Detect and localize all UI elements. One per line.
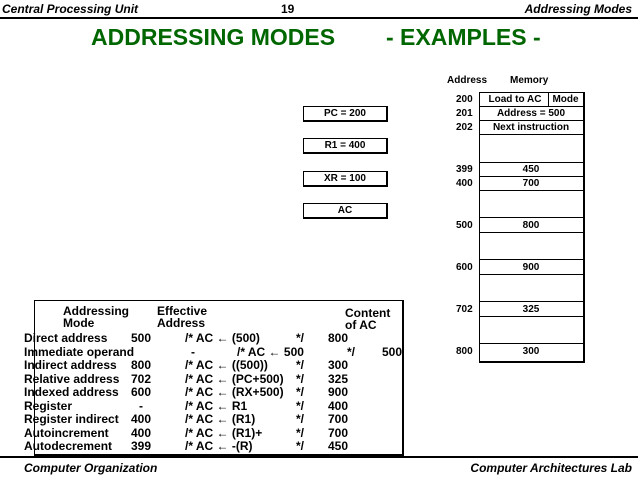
row-content: 700 <box>328 412 349 426</box>
memory-address: 399 <box>456 164 473 175</box>
memory-address: 702 <box>456 304 473 315</box>
header-left: Central Processing Unit <box>2 2 139 16</box>
row-effective-address: 500 <box>131 331 152 345</box>
memory-address: 500 <box>456 220 473 231</box>
row-effective-address: 800 <box>131 358 152 372</box>
row-mode: Relative address <box>24 371 120 386</box>
row-operation: /* AC ← (R1) <box>185 412 256 426</box>
memory-address: 200 <box>456 94 473 105</box>
th-effective-2: Address <box>157 316 206 330</box>
row-effective-address: 600 <box>131 385 152 399</box>
row-comment-end: */ <box>296 371 305 386</box>
footer-left: Computer Organization <box>24 461 158 475</box>
row-mode: Direct address <box>24 331 108 345</box>
memory-line <box>480 232 583 233</box>
header-right: Addressing Modes <box>524 2 632 16</box>
page-number: 19 <box>281 2 295 16</box>
row-comment-end: */ <box>296 425 305 440</box>
row-mode: Immediate operand <box>24 344 135 359</box>
row-comment-end: */ <box>296 385 305 399</box>
memory-cell: 900 <box>522 262 540 273</box>
row-comment-end: */ <box>296 439 305 453</box>
row-comment-end: */ <box>296 331 305 345</box>
header-rule <box>0 17 638 19</box>
memory-cell: Load to AC <box>488 94 542 105</box>
row-comment-end: */ <box>347 344 356 359</box>
memory-cell: Next instruction <box>492 122 570 133</box>
row-content: 450 <box>328 439 349 453</box>
row-comment-end: */ <box>296 412 305 426</box>
row-content: 500 <box>382 344 403 359</box>
row-content: 700 <box>328 425 349 440</box>
memory-address-header: Address <box>447 75 488 86</box>
row-mode: Autoincrement <box>24 425 109 440</box>
row-operation: /* AC ← 500 <box>237 344 304 359</box>
memory-line <box>480 301 583 302</box>
th-effective-1: Effective <box>157 304 208 318</box>
row-content: 400 <box>328 398 349 413</box>
row-content: 325 <box>328 371 349 386</box>
register-r1: R1 = 400 <box>303 138 388 154</box>
row-effective-address: 400 <box>131 412 152 426</box>
page-title: ADDRESSING MODES <box>91 24 336 50</box>
memory-address: 800 <box>456 346 473 357</box>
memory-address: 600 <box>456 262 473 273</box>
memory-cell: 300 <box>522 346 540 357</box>
row-effective-address: - <box>139 398 143 413</box>
row-operation: /* AC ← -(R) <box>185 439 253 453</box>
memory-cell: 325 <box>522 304 540 315</box>
row-operation: /* AC ← (RX+500) <box>185 385 284 399</box>
row-operation: /* AC ← (R1)+ <box>185 425 263 440</box>
memory-cell: Address = 500 <box>496 108 566 119</box>
memory-line <box>480 274 583 275</box>
row-effective-address: 702 <box>131 371 152 386</box>
memory-line <box>480 217 583 218</box>
row-mode: Register <box>24 398 73 413</box>
memory-cell: 700 <box>522 178 540 189</box>
footer-right: Computer Architectures Lab <box>470 461 632 475</box>
page-subtitle: - EXAMPLES - <box>386 24 541 50</box>
row-content: 300 <box>328 358 349 372</box>
row-effective-address: 399 <box>131 439 152 453</box>
memory-line <box>480 316 583 317</box>
row-comment-end: */ <box>296 398 305 413</box>
footer-rule <box>0 456 638 458</box>
row-operation: /* AC ← (PC+500) <box>185 371 284 386</box>
memory-line <box>480 343 583 344</box>
row-content: 900 <box>328 385 349 399</box>
memory-line <box>480 134 583 135</box>
row-effective-address: 400 <box>131 425 152 440</box>
row-content: 800 <box>328 331 349 345</box>
row-mode: Indirect address <box>24 358 117 372</box>
register-pc: PC = 200 <box>303 106 388 122</box>
memory-line <box>480 120 583 121</box>
memory-cell: 450 <box>522 164 540 175</box>
row-operation: /* AC ← ((500)) <box>185 358 268 372</box>
row-mode: Register indirect <box>24 412 119 426</box>
row-effective-address: - <box>191 344 195 359</box>
memory-address: 201 <box>456 108 473 119</box>
th-mode-1: Addressing <box>63 304 130 318</box>
memory-cell: Mode <box>552 94 579 105</box>
row-operation: /* AC ← (500) <box>185 331 260 345</box>
row-operation: /* AC ← R1 <box>185 398 248 413</box>
memory-cell: 800 <box>522 220 540 231</box>
memory-line <box>480 106 583 107</box>
memory-line <box>480 162 583 163</box>
register-xr: XR = 100 <box>303 171 388 187</box>
th-content-1: Content <box>345 306 391 320</box>
memory-line <box>480 176 583 177</box>
th-mode-2: Mode <box>63 316 95 330</box>
row-mode: Indexed address <box>24 385 119 399</box>
row-mode: Autodecrement <box>24 439 113 453</box>
th-content-2: of AC <box>345 318 377 332</box>
memory-address: 400 <box>456 178 473 189</box>
register-ac: AC <box>303 203 388 219</box>
memory-memory-header: Memory <box>510 75 549 86</box>
memory-line <box>480 259 583 260</box>
memory-address: 202 <box>456 122 473 133</box>
row-comment-end: */ <box>296 358 305 372</box>
memory-line <box>480 190 583 191</box>
